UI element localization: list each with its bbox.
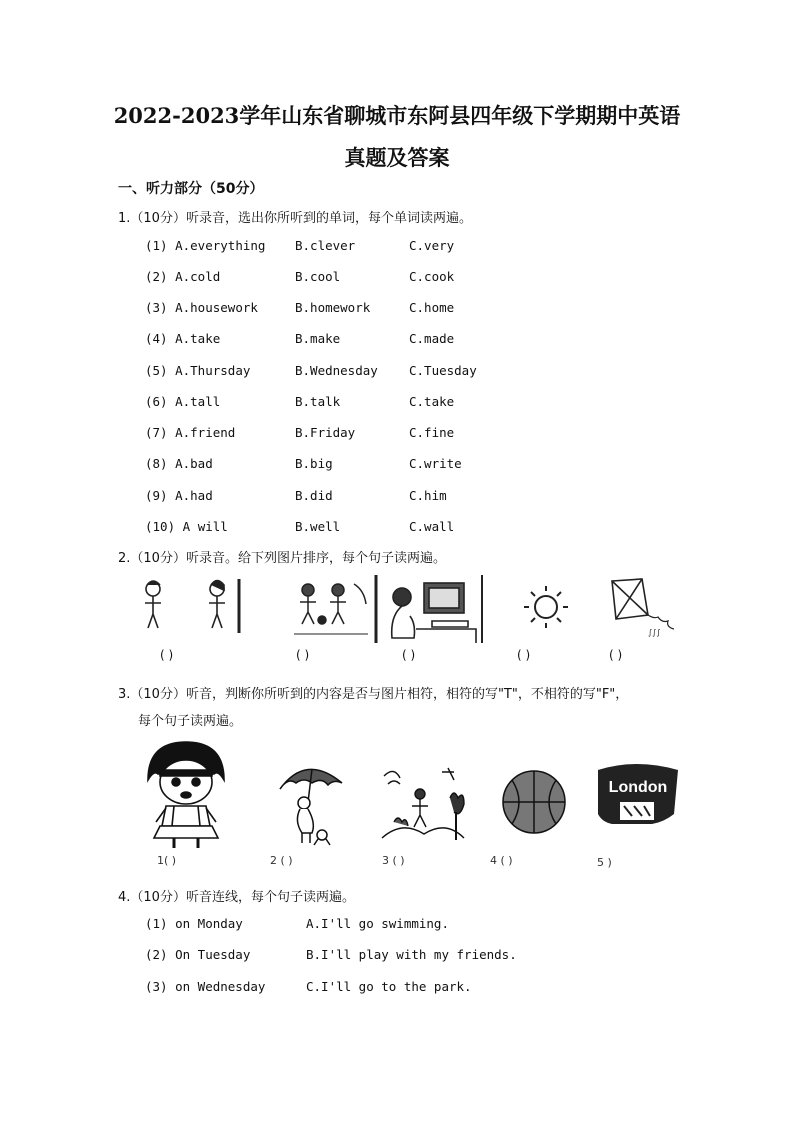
q4-left-item[interactable]: (1) on Monday: [145, 916, 243, 931]
q1-option-a: (5) A.Thursday: [145, 363, 251, 378]
q4-row: [0, 916, 794, 936]
kite-icon: [602, 575, 674, 637]
q2-answer-blank[interactable]: ( ): [402, 648, 416, 662]
q1-option-b: B.Wednesday: [295, 363, 378, 378]
q3-answer-blank[interactable]: 2 ( ): [270, 854, 293, 867]
question-3-prompt-continued: 每个句子读两遍。: [138, 714, 243, 729]
q1-option-b: B.well: [295, 519, 341, 534]
q1-option-a: (2) A.cold: [145, 269, 221, 284]
question-4-prompt: 4.（10分）听音连线，每个句子读两遍。: [118, 890, 355, 905]
q1-row: [0, 300, 794, 320]
q1-option-c: C.made: [409, 331, 455, 346]
question-3-prompt: 3.（10分）听音，判断你所听到的内容是否与图片相符，相符的写"T"，不相符的写"F"，: [118, 687, 629, 702]
q1-option-c: C.Tuesday: [409, 363, 477, 378]
page-subtitle: 真题及答案: [344, 145, 450, 170]
q1-option-a: (8) A.bad: [145, 456, 213, 471]
q2-answer-blank[interactable]: ( ): [160, 648, 174, 662]
q1-option-c: C.home: [409, 300, 455, 315]
page-title: 2022-2023学年山东省聊城市东阿县四年级下学期期中英语: [113, 103, 681, 128]
q4-right-item[interactable]: C.I'll go to the park.: [306, 979, 472, 994]
london-sign-icon: [594, 762, 682, 836]
umbrella-child-icon: [270, 755, 352, 847]
q1-option-a: (10) A will: [145, 519, 228, 534]
q1-option-b: B.clever: [295, 238, 356, 253]
q4-right-item[interactable]: A.I'll go swimming.: [306, 916, 449, 931]
computer-user-icon: [372, 573, 488, 645]
q4-row: [0, 979, 794, 999]
q1-row: [0, 394, 794, 414]
q1-option-c: C.take: [409, 394, 455, 409]
q1-option-a: (9) A.had: [145, 488, 213, 503]
two-children-icon: [135, 575, 245, 637]
q1-row: [0, 425, 794, 445]
q1-option-b: B.homework: [295, 300, 371, 315]
question-1-prompt: 1.（10分）听录音，选出你所听到的单词，每个单词读两遍。: [118, 211, 472, 226]
london-sign-text: London: [608, 779, 668, 796]
q1-option-c: C.wall: [409, 519, 455, 534]
children-playing-icon: [292, 578, 372, 638]
q4-right-item[interactable]: B.I'll play with my friends.: [306, 947, 517, 962]
q1-row: [0, 363, 794, 383]
q3-answer-blank[interactable]: 5 ): [597, 856, 612, 869]
q4-left-item[interactable]: (2) On Tuesday: [145, 947, 251, 962]
question-2-prompt: 2.（10分）听录音。给下列图片排序，每个句子读两遍。: [118, 551, 446, 566]
q1-row: [0, 456, 794, 476]
q1-option-b: B.make: [295, 331, 341, 346]
q2-answer-blank[interactable]: ( ): [609, 648, 623, 662]
q3-answer-blank[interactable]: 4 ( ): [490, 854, 513, 867]
q1-option-a: (4) A.take: [145, 331, 221, 346]
svg-text:∫∫∫: ∫∫∫: [648, 628, 661, 637]
park-scene-icon: [378, 758, 468, 846]
section-heading: 一、听力部分（50分）: [118, 181, 264, 197]
q1-option-b: B.talk: [295, 394, 341, 409]
q1-option-b: B.did: [295, 488, 333, 503]
sun-icon: [518, 584, 574, 630]
basketball-icon: [500, 768, 568, 836]
q1-option-a: (7) A.friend: [145, 425, 236, 440]
q1-option-a: (6) A.tall: [145, 394, 221, 409]
q1-row: [0, 238, 794, 258]
q1-row: [0, 488, 794, 508]
q2-answer-blank[interactable]: ( ): [517, 648, 531, 662]
q3-answer-blank[interactable]: 1( ): [157, 854, 177, 867]
q3-answer-blank[interactable]: 3 ( ): [382, 854, 405, 867]
q1-option-c: C.fine: [409, 425, 455, 440]
q1-option-c: C.cook: [409, 269, 455, 284]
q4-row: [0, 947, 794, 967]
q1-option-c: C.him: [409, 488, 447, 503]
q1-option-b: B.cool: [295, 269, 341, 284]
q1-option-c: C.very: [409, 238, 455, 253]
q2-answer-blank[interactable]: ( ): [296, 648, 310, 662]
q4-left-item[interactable]: (3) on Wednesday: [145, 979, 266, 994]
q1-option-c: C.write: [409, 456, 462, 471]
q1-option-a: (3) A.housework: [145, 300, 258, 315]
q1-row: [0, 269, 794, 289]
q1-row: [0, 331, 794, 351]
q1-option-a: (1) A.everything: [145, 238, 266, 253]
q1-row: [0, 519, 794, 539]
girl-icon: [138, 740, 234, 850]
q1-option-b: B.Friday: [295, 425, 356, 440]
q1-option-b: B.big: [295, 456, 333, 471]
